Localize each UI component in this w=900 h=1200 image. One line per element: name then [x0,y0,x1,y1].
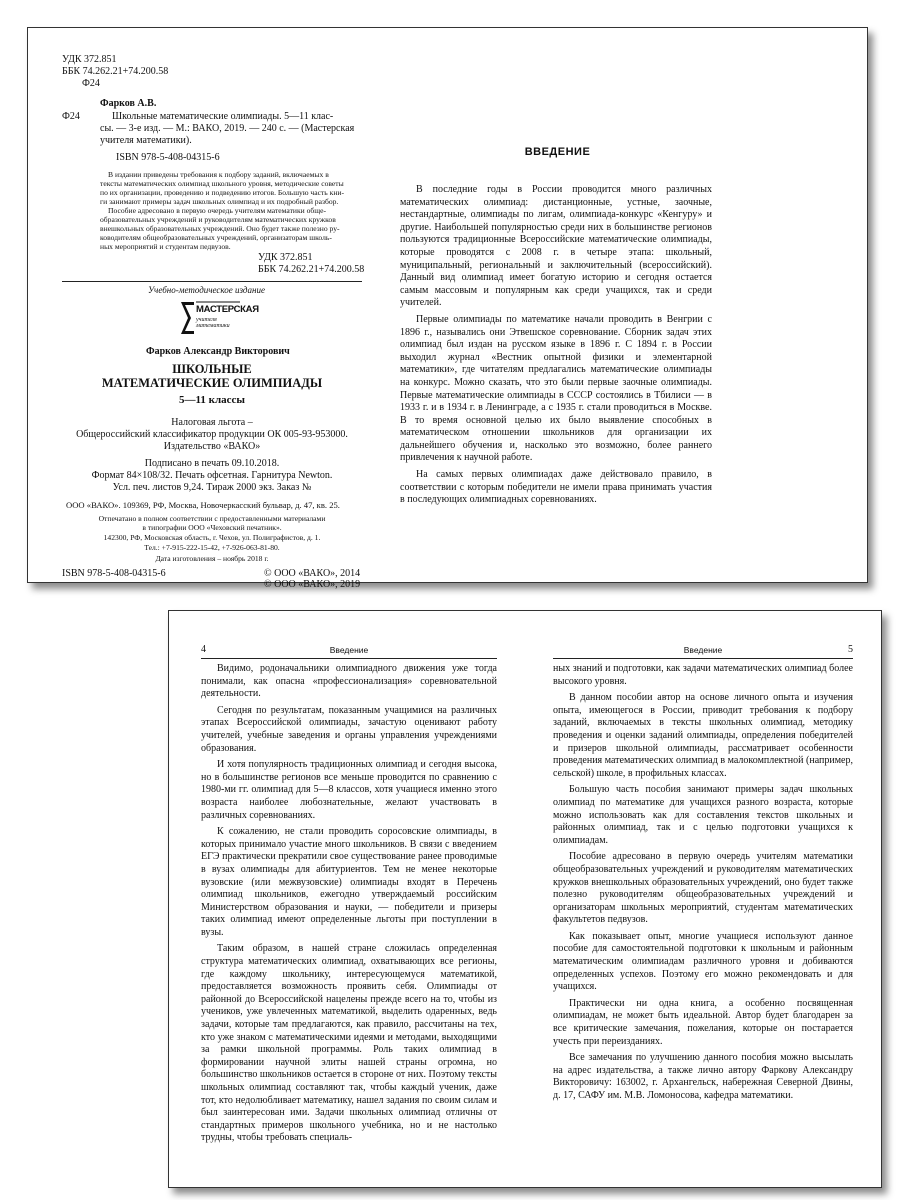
paragraph: И хотя популярность традиционных олимпиад и сегодня высока, но в большинстве регионов все меньше проводится по сравнению с 1980-ми гг. олимпиад для 5—8 классов, хотя учащиеся именно этого возраста наиболее любознательные, желают участвовать в различных соревнованиях. [201,759,497,821]
manufacture-date: Дата изготовления – ноябрь 2018 г. [155,554,269,563]
paragraph: Таким образом, в нашей стране сложилась определенная структура математических олимпиад, охватывающих все регионы, где каждому школьнику, интересующемуся математикой, предоставляется возможность проявить себя. Олимпиады от районной до Всероссийской нацелены прежде всего на то, чтобы из учеников, уже увлеченных математикой, выделить одаренных, ведь задачи, которые там предлагаются, как правило, рассчитаны на тех, кто уже знаком с математическими идеями и методами, выходящими за рамки школьной программы. Роль таких олимпиад в формировании научной элиты нашей страны огромна, но большинство школьников остается в стороне от них. Поэтому тексты школьных олимпиад составляют так, чтобы каждый ученик, даже тот, кто недолюбливает математику, нашел задания по своим силам и был заинтересован ими. Задачи школьных олимпиад отличны от стандартных примеров школьного учебника, но и не настолько трудны, чтобы требовать специаль- [201,943,497,1144]
edition-type: Учебно-методическое издание [148,285,265,295]
book-spread-bottom [168,610,882,1188]
book-description-line: учителя математики). [100,135,192,146]
page-5 [553,611,853,1189]
printing-house: в типографии ООО «Чеховский печатник». [142,523,282,532]
book-description-line: Школьные математические олимпиады. 5—11 клас- [112,111,334,122]
paragraph: Практически ни одна книга, а особенно посвященная олимпиадам, не может быть идеальной. Автор будет благодарен за все критические замечания, пожелания, которые он постарается учесть при переизданиях. [553,997,853,1047]
author-full-name: Фарков Александр Викторович [146,346,290,357]
page-number: 4 [201,644,206,655]
paragraph: В последние годы в России проводится много различных математических олимпиад: дистанционные, устные, заочные, нестандартные, олимпиады по лигам, олимпиада-конкурс «Кенгуру» и другие. Наибольшей популярностью среди них в большинстве регионов пользуются традиционные Всероссийские математические олимпиады, которые проводятся с 2008 г. в четыре этапа: школьный, муниципальный, региональный и заключительный (всероссийский). Данный вид олимпиад имеет богатую историю и сегодня остается самым массовым и популярным как среди учащихся, так и среди учителей. [400,184,712,309]
publisher-address: ООО «ВАКО». 109369, РФ, Москва, Новочеркасский бульвар, д. 47, кв. 25. [66,500,340,510]
paragraph: Пособие адресовано в первую очередь учителям математики общеобразовательных учреждений и руководителям математических кружков внешкольных образовательных учреждений, оно будет также полезно руководителям общеобразовательных учреждений и организаторам школьных мероприятий, студентам математических факультетов педвузов. [553,851,853,926]
book-spread-top [27,27,868,590]
print-info: Формат 84×108/32. Печать офсетная. Гарнитура Newton. [91,470,333,481]
book-title-line-2: МАТЕМАТИЧЕСКИЕ ОЛИМПИАДЫ [101,376,323,390]
tax-line: Издательство «ВАКО» [163,441,261,452]
print-info: Подписано в печать 09.10.2018. [144,458,280,469]
paragraph: ных знаний и подготовки, как задачи математических олимпиад более высокого уровня. [553,663,853,687]
book-grades: 5—11 классы [178,394,245,406]
bbk-code-2: ББК 74.262.21+74.200.58 [258,264,365,275]
copyright-2019: © ООО «ВАКО», 2019 [264,579,361,590]
tax-line: Налоговая льгота – [171,417,253,428]
isbn-bottom: ISBN 978-5-408-04315-6 [62,568,166,579]
paragraph: Как показывает опыт, многие учащиеся используют данное пособие для самостоятельной подготовки к школьным и районным математическим олимпиадам различного уровня и добиваются определенных успехов. Поэтому его можно рекомендовать и для учащихся. [553,930,853,993]
series-logo [178,298,259,338]
isbn: ISBN 978-5-408-04315-6 [116,152,220,163]
paragraph: К сожалению, не стали проводить соросовские олимпиады, в которых принимало участие много школьников. В связи с введением ЕГЭ практически прекратили свое существование ранее проводимые в вузах олимпиады для абитуриентов. Тем не менее некоторые вузовские (или межвузовские) олимпиады входят в Перечень олимпиад школьников, ежегодно утверждаемый российским Министерством образования и науки, — победители и призеры таких олимпиад имеют определенные льготы при поступлении в вузы. [201,826,497,938]
logo-subtitle: учителя математики [196,317,230,329]
paragraph: Первые олимпиады по математике начали проводить в Венгрии с 1896 г., назывались они Этвешское соревнование. Сборник задач этих олимпиад был издан на русском языке в 1896 г. С 1894 г. в России выходил журнал «Вестник опытной физики и элементарной математики», где читателям предлагались математические олимпиады на конкурс. Можно сказать, что это были первые заочные олимпиады. Первые математические олимпиады в СССР состоялись в Тбилиси — в 1933 г. и в 1934 г. в Ленинграде, а с 1935 г. стали проводиться в Москве. В то время основной целью их было выявление способных в математическом отношении школьников для организации их дальнейшего обучения и, насколько это возможно, более раннего привлечения к научной работе. [400,313,712,464]
print-info: Усл. печ. листов 9,24. Тираж 2000 экз. Заказ № [112,482,312,493]
author-code-left: Ф24 [62,111,80,122]
header-rule [553,658,853,659]
intro-heading: ВВЕДЕНИЕ [524,146,591,158]
running-header: Введение [329,645,369,655]
intro-page [400,28,840,584]
logo-title: МАСТЕРСКАЯ [196,304,259,315]
author-short: Фарков А.В. [100,98,157,109]
paragraph: Все замечания по улучшению данного пособия можно высылать на адрес издательства, а также лично автору Фаркову Александру Викторовичу: 163002, г. Архангельск, набережная Северной Двины, д. 17, САФУ им. М.В. Ломоносова, кафедра математики. [553,1052,853,1101]
page-number: 5 [848,644,853,655]
copyright-2014: © ООО «ВАКО», 2014 [264,568,361,579]
printing-house: Отпечатано в полном соответствии с предоставленными материалами [98,514,326,523]
bbk-code: ББК 74.262.21+74.200.58 [62,66,169,77]
intro-body [400,184,712,507]
page-5-body [553,663,853,1103]
udk-code: УДК 372.851 [62,54,117,65]
paragraph: В данном пособии автор на основе личного опыта и изучения опыта, имеющегося в России, приводит требования к подбору заданий, включаемых в тексты школьных олимпиад, методику проведения и оценки заданий олимпиады, определения победителей и призеров школьной олимпиады, рассматривает особенности проведения математических олимпиад в малокомплектной (например, сельской) школе, в профильных классах. [553,692,853,779]
book-description-line: сы. — 3-е изд. — М.: ВАКО, 2019. — 240 с. — (Мастерская [100,123,355,134]
paragraph: Сегодня по результатам, показанным учащимися на различных этапах Всероссийской олимпиады, зачастую оценивают работу учителей, учебные заведения и органы управления учреждениями образования. [201,704,497,754]
paragraph: На самых первых олимпиадах даже действовало правило, в соответствии с которым победители не имели права принимать участия в последующих олимпиадных соревнованиях. [400,469,712,506]
abstract-line: ководителям общеобразовательных учреждений, организаторам школь- [100,233,332,242]
page-4 [201,611,497,1189]
book-title-line-1: ШКОЛЬНЫЕ [172,362,252,376]
abstract-line: ных мероприятий и студентам педвузов. [100,242,231,251]
abstract [100,170,362,251]
abstract-line: Пособие адресовано в первую очередь учителям математики обще- [108,206,327,215]
abstract-line: внешкольных образовательных учреждений. Оно будет также полезно ру- [100,224,340,233]
abstract-line: ги занимают примеры задач школьных олимпиад и их подробный разбор. [100,197,339,206]
header-rule [201,658,497,659]
tax-line: Общероссийский классификатор продукции ОК 005-93-953000. [76,429,348,440]
abstract-line: по их организации, проведению и подведению итогов. Большую часть кни- [100,188,344,197]
abstract-line: В издании приведены требования к подбору заданий, включаемых в [108,170,329,179]
printing-house: 142300, РФ, Московская область, г. Чехов, ул. Полиграфистов, д. 1. [103,533,321,542]
page-4-body [201,663,497,1145]
running-header: Введение [683,645,723,655]
abstract-line: образовательных учреждений и руководителям математических кружков [100,215,336,224]
udk-code-2: УДК 372.851 [258,252,313,263]
paragraph: Видимо, родоначальники олимпиадного движения уже тогда понимали, как опасна «профессионализация» соревновательной деятельности. [201,663,497,700]
paragraph: Большую часть пособия занимают примеры задач школьных олимпиад по математике для учащихся разного возраста, которые можно использовать как для составления текстов школьных и районных олимпиад, так и с целью подготовки учащихся к олимпиадам. [553,784,853,846]
printing-house: Тел.: +7-915-222-15-42, +7-926-063-81-80. [144,543,280,552]
abstract-line: тексты математических олимпиад школьного уровня, методические советы [100,179,344,188]
divider [62,281,362,282]
author-code: Ф24 [82,78,100,89]
